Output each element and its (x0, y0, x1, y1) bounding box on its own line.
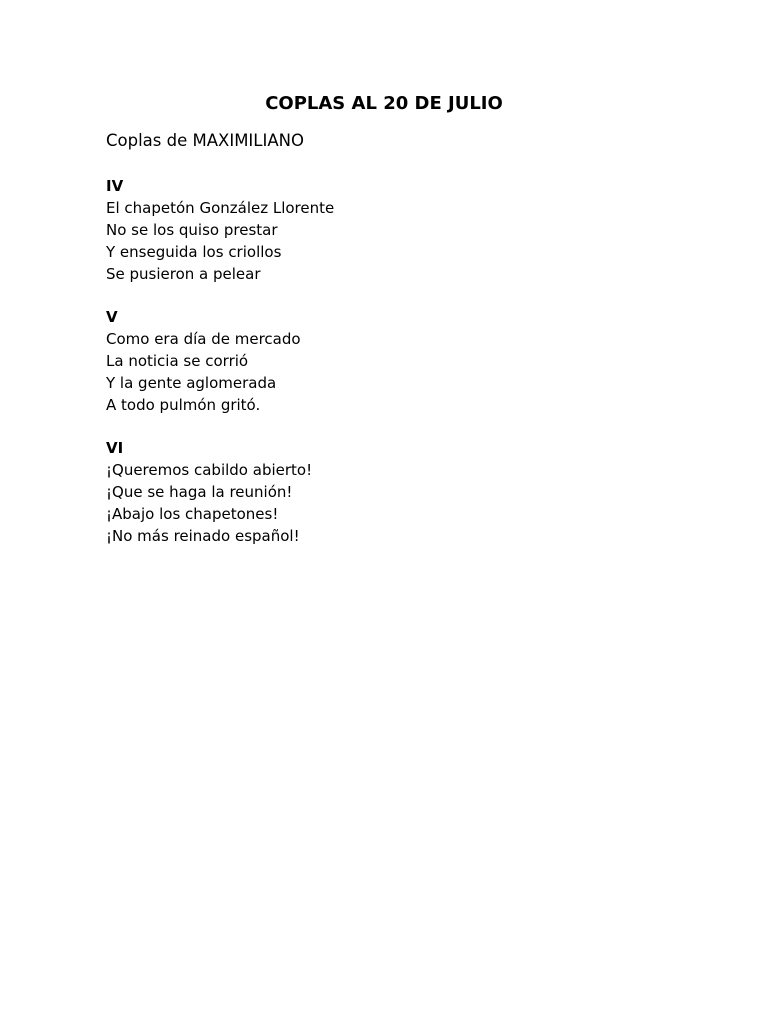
stanza-iv (106, 175, 334, 285)
verse-line: Se pusieron a pelear (106, 265, 261, 283)
verse-line: El chapetón González Llorente (106, 199, 335, 217)
verse-line: ¡Que se haga la reunión! (106, 483, 293, 501)
stanza-number: V (106, 308, 118, 326)
verse-line: La noticia se corrió (106, 352, 249, 370)
verse-line: ¡Queremos cabildo abierto! (106, 461, 313, 479)
verse-line: ¡No más reinado español! (106, 527, 300, 545)
verse-line: Y la gente aglomerada (106, 374, 277, 392)
document-title: COPLAS AL 20 DE JULIO (265, 93, 503, 114)
verse-line: No se los quiso prestar (106, 221, 278, 239)
stanza-number: IV (106, 177, 124, 195)
verse-line: Y enseguida los criollos (106, 243, 282, 261)
verse-line: Como era día de mercado (106, 330, 301, 348)
stanza-vi (106, 437, 312, 547)
verse-line: ¡Abajo los chapetones! (106, 505, 279, 523)
stanza-number: VI (106, 439, 124, 457)
document-subtitle: Coplas de MAXIMILIANO (106, 131, 304, 150)
stanza-v (106, 306, 301, 416)
verse-line: A todo pulmón gritó. (106, 396, 261, 414)
